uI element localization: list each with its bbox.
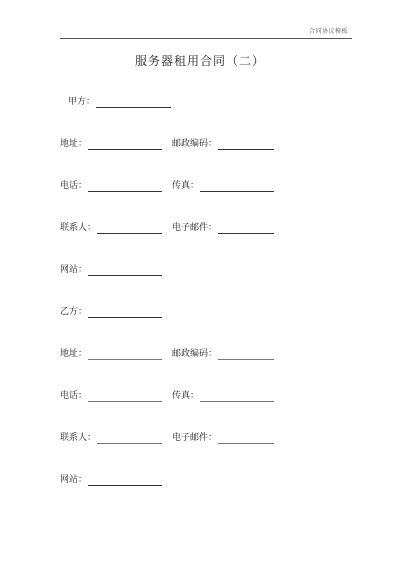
party-b-row <box>60 306 162 318</box>
party-a-postcode-label: 邮政编码： <box>172 139 218 149</box>
party-b-email-blank[interactable] <box>218 434 274 444</box>
party-a-contact-field <box>60 222 162 234</box>
party-a-row <box>68 96 171 108</box>
party-b-contact-field <box>60 432 162 444</box>
party-b-contact-blank[interactable] <box>97 434 162 444</box>
party-a-fax-field <box>172 180 274 192</box>
party-a-website-row <box>60 264 162 276</box>
party-a-blank[interactable] <box>96 98 171 108</box>
party-a-email-blank[interactable] <box>218 224 274 234</box>
header-rule <box>60 38 352 39</box>
party-b-website-row <box>60 474 162 486</box>
party-a-address-blank[interactable] <box>88 140 162 150</box>
party-b-website-blank[interactable] <box>88 476 162 486</box>
party-b-label: 乙方： <box>60 307 88 317</box>
party-b-email-label: 电子邮件： <box>172 433 218 443</box>
party-b-address-field <box>60 348 162 360</box>
party-a-address-field <box>60 138 162 150</box>
party-a-contact-label: 联系人： <box>60 223 97 233</box>
party-a-email-field <box>172 222 274 234</box>
party-a-email-label: 电子邮件： <box>172 223 218 233</box>
party-a-postcode-field <box>172 138 274 150</box>
party-b-phone-label: 电话： <box>60 391 88 401</box>
party-a-phone-label: 电话： <box>60 181 88 191</box>
party-b-fax-field <box>172 390 274 402</box>
party-b-address-label: 地址： <box>60 349 88 359</box>
party-b-postcode-label: 邮政编码： <box>172 349 218 359</box>
party-b-address-blank[interactable] <box>88 350 162 360</box>
party-a-website-label: 网站： <box>60 265 88 275</box>
party-a-label: 甲方： <box>68 97 96 107</box>
party-b-postcode-blank[interactable] <box>218 350 274 360</box>
party-a-postcode-blank[interactable] <box>218 140 274 150</box>
party-b-blank[interactable] <box>88 308 162 318</box>
party-b-email-field <box>172 432 274 444</box>
party-a-website-blank[interactable] <box>88 266 162 276</box>
party-a-phone-blank[interactable] <box>88 182 162 192</box>
party-b-phone-field <box>60 390 162 402</box>
party-b-phone-blank[interactable] <box>88 392 162 402</box>
party-a-phone-field <box>60 180 162 192</box>
party-b-website-label: 网站： <box>60 475 88 485</box>
header-text: 合同协议模板 <box>308 28 348 35</box>
party-b-fax-blank[interactable] <box>200 392 274 402</box>
party-a-contact-blank[interactable] <box>97 224 162 234</box>
party-b-postcode-field <box>172 348 274 360</box>
party-a-fax-blank[interactable] <box>200 182 274 192</box>
party-b-contact-label: 联系人： <box>60 433 97 443</box>
document-title: 服务器租用合同（二） <box>134 54 265 68</box>
party-b-fax-label: 传真： <box>172 391 200 401</box>
party-a-fax-label: 传真： <box>172 181 200 191</box>
party-a-address-label: 地址： <box>60 139 88 149</box>
